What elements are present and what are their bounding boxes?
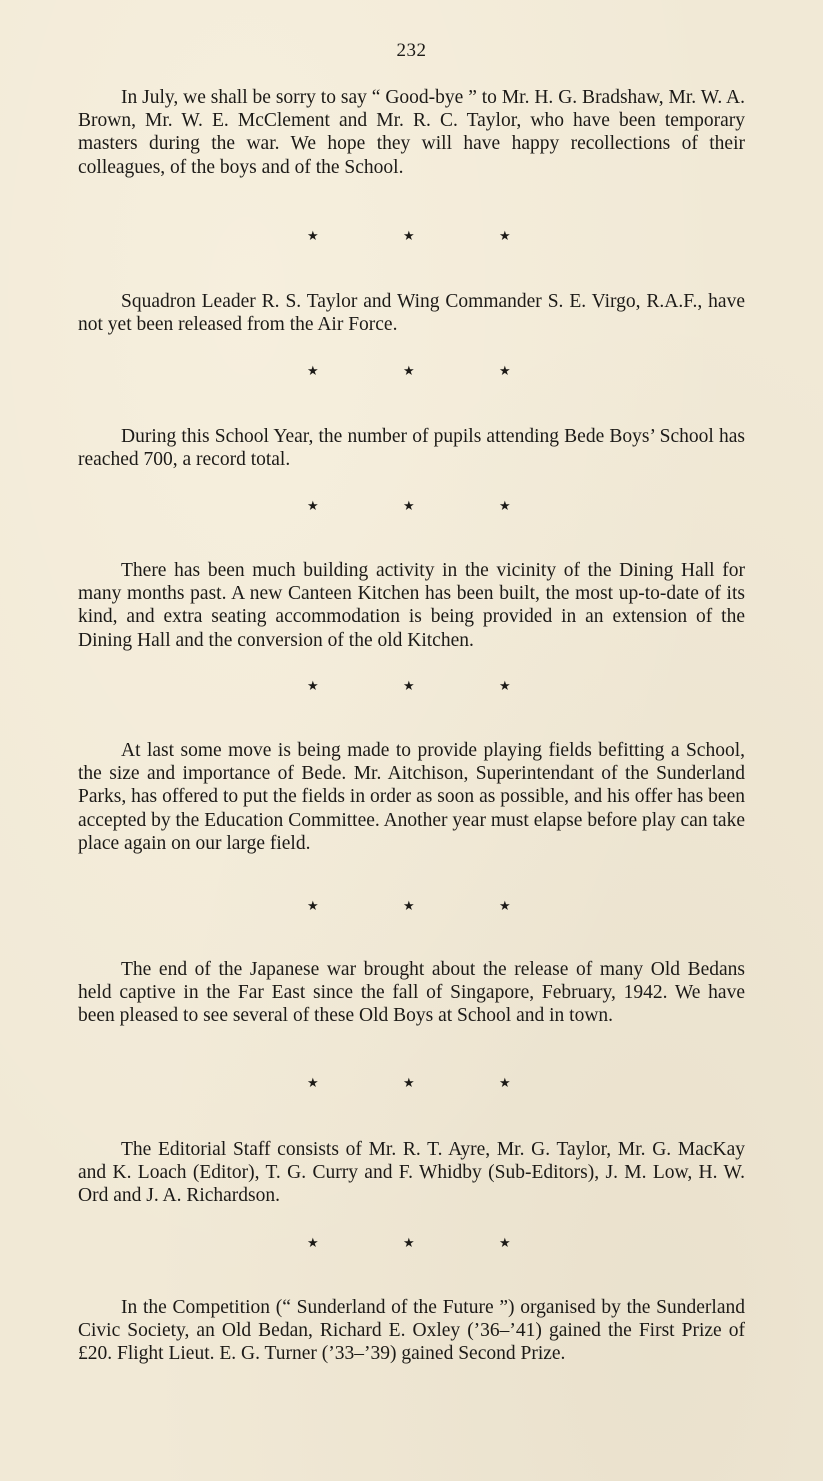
separator-star: ★ <box>499 1076 511 1091</box>
paragraph-editorial-staff: The Editorial Staff consists of Mr. R. T. Ayre, Mr. G. Taylor, Mr. G. MacKay and K. Loach (Editor), T. G. Curry and F. Whidby (Sub-Editors), J. M. Low, H. W. Ord and J. A. Richardson. <box>78 1139 745 1207</box>
paragraph-competition: In the Competition (“ Sunderland of the Future ”) organised by the Sunderland Civic Society, an Old Bedan, Richard E. Oxley (’36–’41) gained the First Prize of £20. Flight Lieut. E. G. Turner (’33–’39) gained Second Prize. <box>78 1297 745 1365</box>
section-separator <box>0 897 823 917</box>
page-number: 232 <box>396 40 427 61</box>
separator-star: ★ <box>307 679 319 694</box>
separator-star: ★ <box>307 499 319 514</box>
paragraph-playing-fields: At last some move is being made to provide playing fields befitting a School, the size and importance of Bede. Mr. Aitchison, Superintendant of the Sunderland Parks, has offered to put the fields in order as soon as possible, and his offer has been accepted by the Education Committee. Another year must elapse before play can take place again on our large field. <box>78 740 745 854</box>
separator-star: ★ <box>403 229 415 244</box>
section-separator <box>0 497 823 517</box>
separator-star: ★ <box>499 899 511 914</box>
paragraph-pupil-numbers: During this School Year, the number of pupils attending Bede Boys’ School has reached 700, a record total. <box>78 426 745 471</box>
separator-star: ★ <box>307 1236 319 1251</box>
separator-star: ★ <box>307 364 319 379</box>
separator-star: ★ <box>499 1236 511 1251</box>
paragraph-building-activity: There has been much building activity in the vicinity of the Dining Hall for many months past. A new Canteen Kitchen has been built, the most up-to-date of its kind, and extra seating accommodation is being provided in an extension of the Dining Hall and the conversion of the old Kitchen. <box>78 560 745 651</box>
separator-star: ★ <box>403 1076 415 1091</box>
section-separator <box>0 1234 823 1254</box>
separator-star: ★ <box>499 364 511 379</box>
paragraph-japanese-war: The end of the Japanese war brought about the release of many Old Bedans held captive in the Far East since the fall of Singapore, February, 1942. We have been pleased to see several of these Old Boys at School and in town. <box>78 959 745 1027</box>
separator-star: ★ <box>499 679 511 694</box>
section-separator <box>0 1074 823 1094</box>
separator-star: ★ <box>403 899 415 914</box>
separator-star: ★ <box>403 1236 415 1251</box>
separator-star: ★ <box>307 1076 319 1091</box>
section-separator <box>0 362 823 382</box>
separator-star: ★ <box>403 679 415 694</box>
section-separator <box>0 677 823 697</box>
paragraph-temporary-masters: In July, we shall be sorry to say “ Good-bye ” to Mr. H. G. Bradshaw, Mr. W. A. Brown, Mr. W. E. McClement and Mr. R. C. Taylor, who have been temporary masters during the war. We hope they will have happy recollections of their colleagues, of the boys and of the School. <box>78 87 745 178</box>
separator-star: ★ <box>499 229 511 244</box>
separator-star: ★ <box>307 899 319 914</box>
paragraph-air-force: Squadron Leader R. S. Taylor and Wing Commander S. E. Virgo, R.A.F., have not yet been released from the Air Force. <box>78 291 745 336</box>
separator-star: ★ <box>307 229 319 244</box>
separator-star: ★ <box>499 499 511 514</box>
separator-star: ★ <box>403 499 415 514</box>
section-separator <box>0 227 823 247</box>
separator-star: ★ <box>403 364 415 379</box>
